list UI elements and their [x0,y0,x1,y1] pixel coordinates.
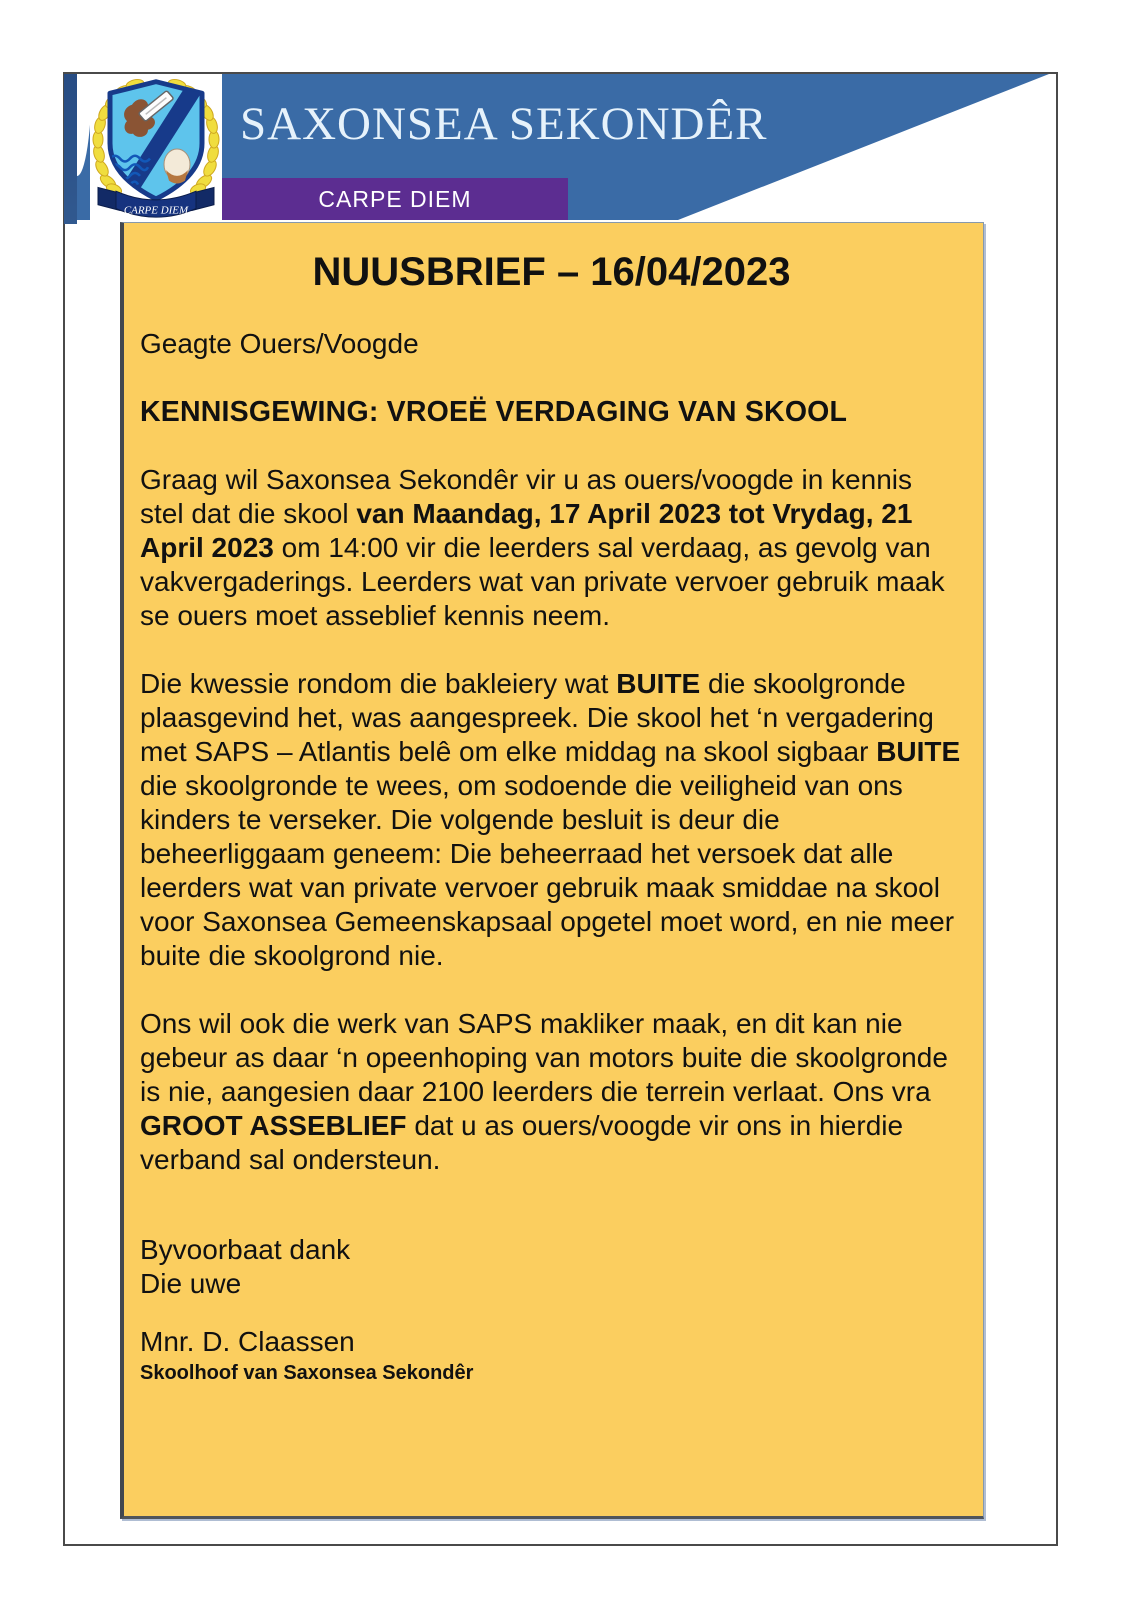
school-name: SAXONSEA SEKONDÊR [240,98,768,150]
motto-text: CARPE DIEM [318,185,472,212]
closing-line-yours: Die uwe [140,1268,242,1299]
header-banner [64,74,1056,222]
newsletter-box [120,222,984,1519]
paragraph-saps-arrangement: Die kwessie rondom die bakleiery wat BUITE die skoolgronde plaasgevind het, was aangespreek. Die skool het ‘n vergadering met SAPS – Atlantis belê om elke middag na skool sigbaar BUITE die skoolgronde te wees, om sodoende die veiligheid van ons kinders te verseker. Die volgende besluit is deur die beheerliggaam geneem: Die beheerraad het versoek dat alle leerders wat van private vervoer gebruik maak smiddae na skool voor Saxonsea Gemeenskapsaal opgetel moet word, en nie meer buite die skoolgrond nie. [140,668,961,971]
notice-heading: KENNISGEWING: VROEË VERDAGING VAN SKOOL [140,396,848,428]
school-logo [90,74,222,222]
motto-bar [222,178,568,220]
salutation: Geagte Ouers/Voogde [140,328,419,359]
school-crest-icon [90,74,222,222]
crest-motto-text: CARPE DIEM [123,204,189,217]
signature-title: Skoolhoof van Saxonsea Sekondêr [140,1362,474,1384]
paragraph-early-dismissal: Graag wil Saxonsea Sekondêr vir u as ouers/voogde in kennis stel dat die skool van Maandag, 17 April 2023 tot Vrydag, 21 April 2023 om 14:00 vir die leerders sal verdaag, as gevolg van vakvergaderings. Leerders wat van private vervoer gebruik maak se ouers moet asseblief kennis neem. [140,464,945,631]
newsletter-title: NUUSBRIEF – 16/04/2023 [312,250,791,294]
paragraph-traffic-request: Ons wil ook die werk van SAPS makliker maak, en dit kan nie gebeur as daar ‘n opeenhoping van motors buite die skoolgronde is nie, aangesien daar 2100 leerders die terrein verlaat. Ons vra GROOT ASSEBLIEF dat u as ouers/voogde vir ons in hierdie verband sal ondersteun. [140,1008,948,1175]
closing-line-thanks: Byvoorbaat dank [140,1234,351,1265]
signature-name: Mnr. D. Claassen [140,1326,355,1357]
banner-left-edge [64,74,77,224]
